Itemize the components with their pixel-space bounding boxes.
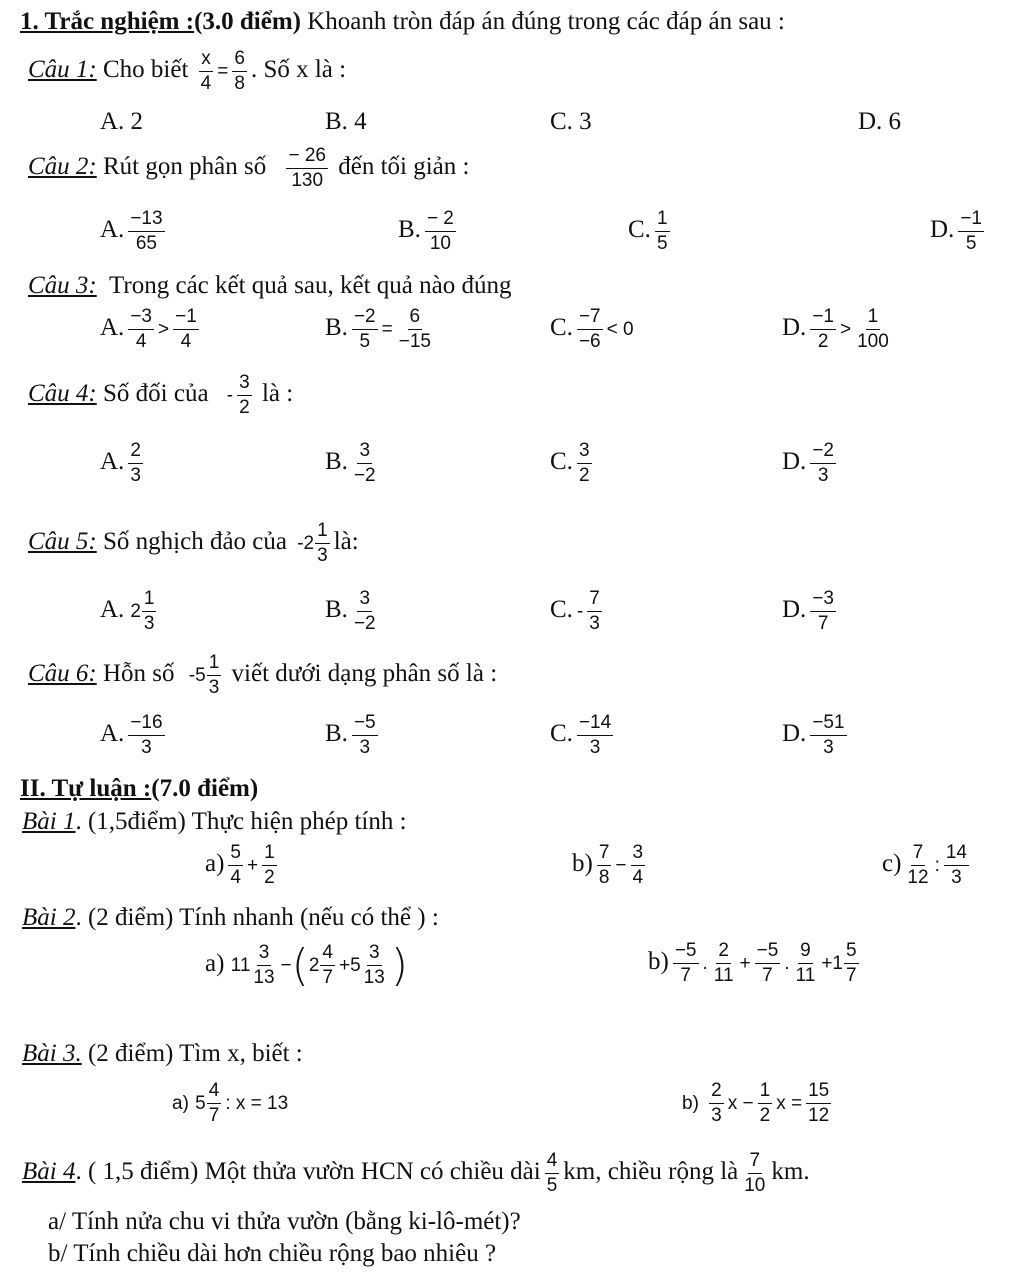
q2-option-d[interactable]: D. $\frac{-1}{5}$: [930, 208, 982, 254]
b2-text: . (2 điểm) Tính nhanh (nếu có thể ) :: [75, 904, 439, 931]
q1-option-a[interactable]: A. 2: [100, 108, 144, 135]
question-1: [28, 48, 346, 95]
q2-option-a[interactable]: A. $\frac{-13}{65}$: [100, 208, 163, 254]
q1-eq: =: [217, 61, 229, 83]
exercise-2: [22, 904, 439, 932]
b4-text-b: km, chiều rộng là: [563, 1158, 739, 1186]
b1-part-c: c) $\frac{7}{12}$ : $\frac{14}{3}$: [882, 842, 967, 888]
q6-option-a[interactable]: A. $\frac{-16}{3}$: [100, 712, 163, 758]
q5-option-d[interactable]: D. $\frac{-3}{7}$: [782, 588, 834, 634]
q3-option-b[interactable]: B. $\frac{-2}{5}$ = $\frac{6}{-15}$: [325, 306, 431, 352]
q1-text-b: . Số x là :: [250, 56, 347, 84]
section1-instruction: Khoanh tròn đáp án đúng trong các đáp án sau :: [307, 8, 785, 35]
section1-title: 1. Trắc nghiệm :: [20, 8, 195, 35]
q1-frac-x: $\frac{x}{4}$: [200, 48, 212, 94]
q5-label: Câu 5:: [28, 528, 97, 556]
exercise-4: Bài 4. ( 1,5 điểm) Một thửa vườn HCN có chiều dài $\frac{4}{5}$ km, chiều rộng là $\frac{7}{10}$ km.: [22, 1150, 810, 1196]
b3-text: (2 điểm) Tìm x, biết :: [81, 1040, 303, 1067]
q3-text: Trong các kết quả sau, kết quả nào đúng: [109, 272, 512, 299]
b2-part-b: b) $\frac{-5}{7}$ . $\frac{2}{11}$ + $\frac{-5}{7}$ . $\frac{9}{11}$ +1 $\frac{5}{7}$: [648, 940, 857, 986]
q3-option-d[interactable]: D. $\frac{-1}{2}$ > $\frac{1}{100}$: [782, 306, 889, 352]
q2-frac: $\frac{- 26}{130}$: [288, 145, 326, 191]
q1-option-b[interactable]: B. 4: [325, 108, 367, 135]
section1-points: (3.0 điểm): [194, 8, 301, 35]
b4-text-c: km.: [771, 1158, 810, 1186]
q2-option-c[interactable]: C. $\frac{1}{5}$: [628, 208, 668, 254]
q4-option-d[interactable]: D. $\frac{-2}{3}$: [782, 440, 834, 486]
q5-option-b[interactable]: B. $\frac{3}{-2}$: [325, 588, 376, 634]
q5-text-b: là:: [333, 528, 359, 556]
q2-label: Câu 2:: [28, 153, 97, 181]
question-6: [28, 652, 497, 699]
b1-text: . (1,5điểm) Thực hiện phép tính :: [75, 808, 407, 835]
q4-label: Câu 4:: [28, 380, 97, 408]
b4-text-a: . ( 1,5 điểm) Một thửa vườn HCN có chiều dài: [75, 1158, 541, 1186]
q3-option-a[interactable]: A. $\frac{-3}{4}$ > $\frac{-1}{4}$: [100, 306, 197, 352]
q4-sign: -: [226, 385, 234, 407]
question-2: [28, 145, 469, 192]
q5-whole: -2: [297, 533, 315, 555]
q6-option-b[interactable]: B. $\frac{-5}{3}$: [325, 712, 376, 758]
q6-whole: -5: [188, 665, 206, 687]
q1-option-c[interactable]: C. 3: [550, 108, 592, 135]
q1-label: Câu 1:: [28, 56, 97, 84]
question-4: [28, 372, 293, 419]
b4-label: Bài 4: [22, 1158, 76, 1186]
q6-text: Hỗn số: [103, 660, 175, 688]
b3-part-a: a) 5 $\frac{4}{7}$ : x = 13: [172, 1080, 289, 1126]
question-5: [28, 520, 359, 567]
q6-text-b: viết dưới dạng phân số là :: [231, 660, 498, 688]
b1-part-b: b) $\frac{7}{8}$ − $\frac{3}{4}$: [572, 842, 644, 888]
q4-frac: $\frac{3}{2}$: [239, 372, 250, 418]
q2-option-b[interactable]: B. $\frac{- 2}{10}$: [398, 208, 454, 254]
q4-option-c[interactable]: C. $\frac{3}{2}$: [550, 440, 590, 486]
q5-text: Số nghịch đảo của: [103, 528, 287, 556]
q1-text: Cho biết: [103, 56, 189, 84]
q5-option-c[interactable]: C. - $\frac{7}{3}$: [550, 588, 600, 634]
q3-label: Câu 3:: [28, 272, 97, 299]
b2-part-a: a) 11 $\frac{3}{13}$ −(2 $\frac{4}{7}$ +5 $\frac{3}{13}$ ): [205, 940, 408, 991]
section2-points: (7.0 điểm): [151, 775, 259, 802]
b2-label: Bài 2: [22, 904, 76, 931]
b3-label: Bài 3.: [22, 1040, 82, 1067]
q2-text-b: đến tối giản :: [338, 153, 470, 181]
section2-header: [20, 775, 258, 803]
b4-part-b: b/ Tính chiều dài hơn chiều rộng bao nhiêu ?: [48, 1240, 497, 1267]
q4-text: Số đối của: [103, 380, 209, 408]
q5-frac: $\frac{1}{3}$: [317, 520, 328, 566]
q4-option-a[interactable]: A. $\frac{2}{3}$: [100, 440, 141, 486]
exercise-1: [22, 808, 407, 836]
q6-option-d[interactable]: D. $\frac{-51}{3}$: [782, 712, 845, 758]
q4-option-b[interactable]: B. $\frac{3}{-2}$: [325, 440, 376, 486]
b1-label: Bài 1: [22, 808, 76, 835]
q1-option-d[interactable]: D. 6: [858, 108, 902, 135]
q4-text-b: là :: [261, 380, 294, 408]
section2-title: II. Tự luận :: [20, 775, 152, 802]
q2-text: Rút gọn phân số: [103, 153, 267, 181]
q3-option-c[interactable]: C. $\frac{-7}{-6}$ < 0: [550, 306, 634, 352]
question-3: [28, 272, 511, 300]
b4-part-a: a/ Tính nửa chu vi thửa vườn (bằng ki-lô-mét)?: [48, 1208, 521, 1235]
section1-header: [20, 8, 785, 36]
b3-part-b: b) $\frac{2}{3}$ x − $\frac{1}{2}$ x = $\frac{15}{12}$: [682, 1080, 830, 1126]
exercise-3: [22, 1040, 303, 1068]
q6-frac: $\frac{1}{3}$: [208, 652, 220, 698]
q1-frac-6-8: $\frac{6}{8}$: [234, 48, 245, 94]
q5-option-a[interactable]: A. 2 $\frac{1}{3}$: [100, 588, 155, 634]
q6-option-c[interactable]: C. $\frac{-14}{3}$: [550, 712, 612, 758]
q6-label: Câu 6:: [28, 660, 97, 688]
b1-part-a: a) $\frac{5}{4}$ + $\frac{1}{2}$: [205, 842, 275, 888]
